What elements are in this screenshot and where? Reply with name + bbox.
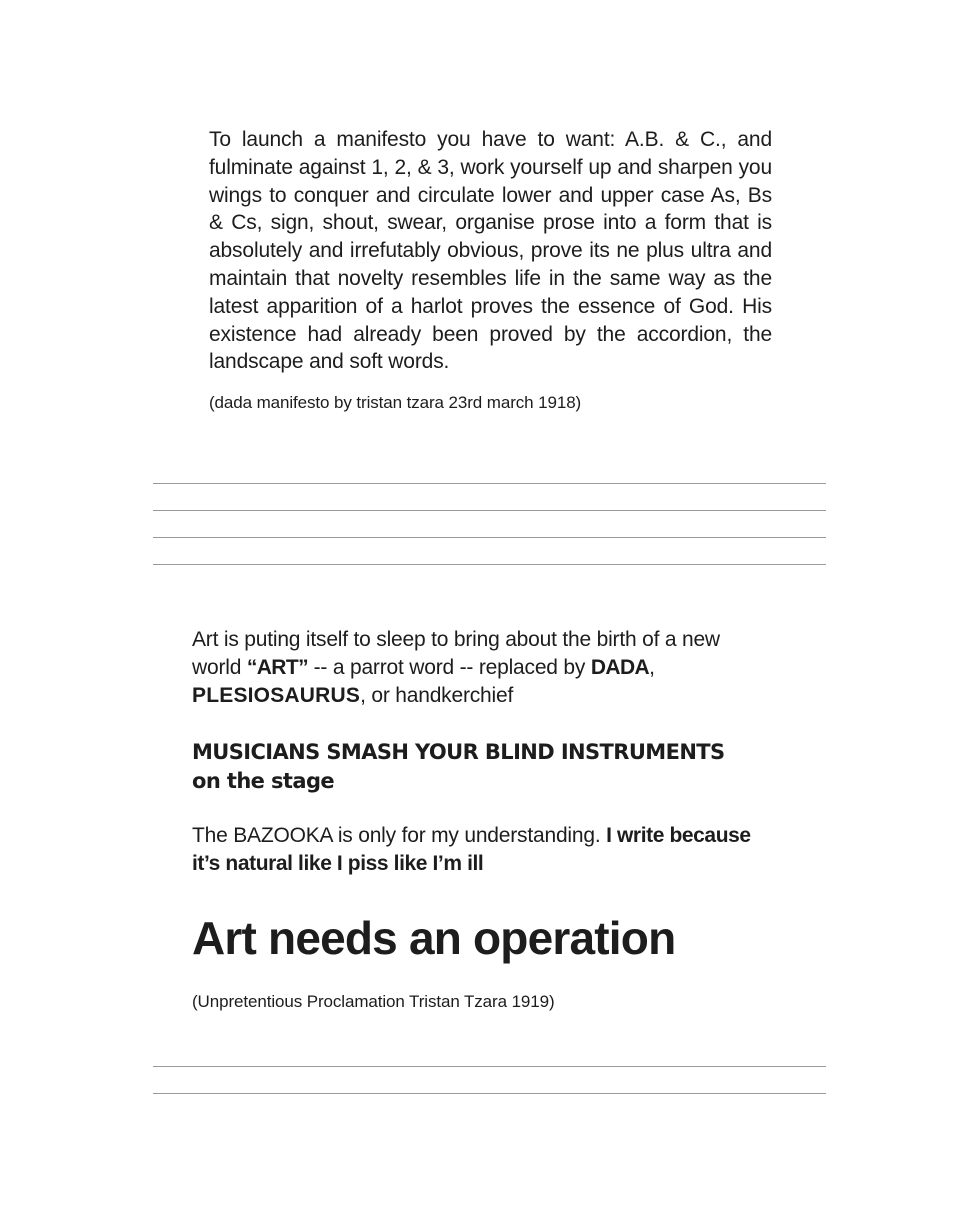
musicians-heading <box>192 738 772 796</box>
bazooka-plain-text: The BAZOOKA is only for my understanding. <box>192 824 607 847</box>
art-paragraph-text: , <box>649 656 655 679</box>
manifesto-quote-text: To launch a manifesto you have to want: A.B. & C., and fulminate against 1, 2, & 3, work yourself up and sharpen you wings to conquer and circulate lower and upper case As, Bs & Cs, sign, shout, swear, organise prose into a form that is absolutely and irrefutably obvious, prove its ne plus ultra and maintain that novelty resembles life in the same way as the latest apparition of a harlot proves the essence of God. His existence had already been proved by the accordion, the landscape and soft words. <box>209 128 772 374</box>
divider-line <box>153 483 826 484</box>
proclamation-citation: (Unpretentious Proclamation Tristan Tzara 1919) <box>192 992 555 1011</box>
divider-line <box>153 537 826 538</box>
divider-line <box>153 564 826 565</box>
bazooka-paragraph <box>192 822 772 878</box>
musicians-line-1: MUSICIANS SMASH YOUR BLIND INSTRUMENTS <box>192 740 725 764</box>
divider-line <box>153 1093 826 1094</box>
musicians-line-2: on the stage <box>192 769 335 793</box>
bazooka-bold-text: I write because it’s natural like I piss like I’m ill <box>192 824 751 875</box>
manifesto-citation: (dada manifesto by tristan tzara 23rd march 1918) <box>209 393 582 412</box>
art-operation-headline: Art needs an operation <box>192 912 676 964</box>
art-quoted-word: “ART” <box>246 656 308 679</box>
art-paragraph-text: -- a parrot word -- replaced by <box>308 656 591 679</box>
divider-line <box>153 1066 826 1067</box>
art-paragraph-text: Art is puting itself to sleep to bring about the birth of a new world <box>192 628 720 679</box>
divider-line <box>153 510 826 511</box>
art-paragraph <box>192 626 772 710</box>
plesiosaurus-word: PLESIOSAURUS <box>192 684 361 707</box>
art-paragraph-text: , or handkerchief <box>360 684 514 707</box>
manifesto-quote <box>209 126 772 376</box>
dada-word: DADA <box>590 656 650 679</box>
